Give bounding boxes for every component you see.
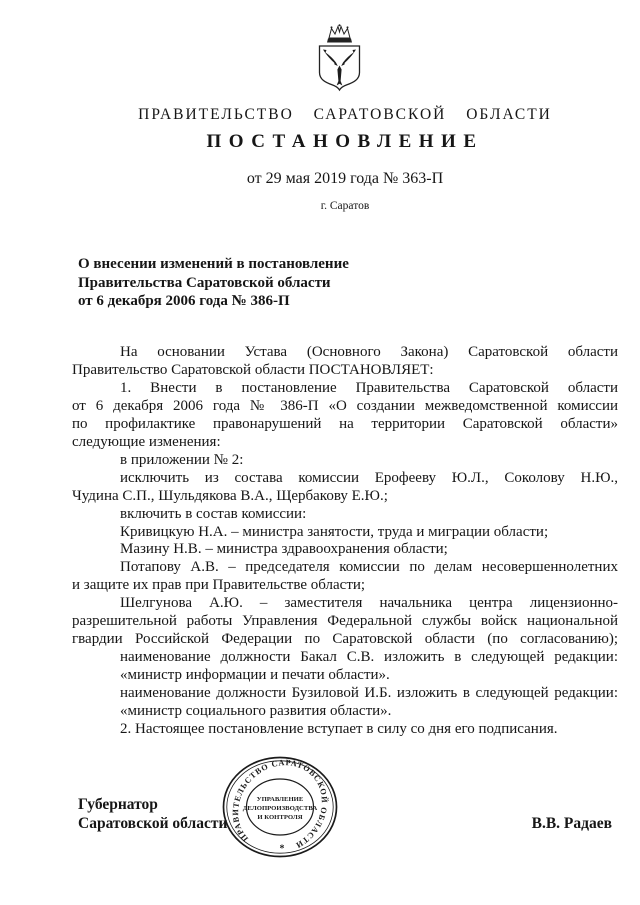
official-stamp bbox=[221, 755, 339, 859]
body-line: Мазину Н.В. – министра здравоохранения области; bbox=[120, 541, 448, 558]
body-line: Правительство Саратовской области ПОСТАНОВЛЯЕТ: bbox=[72, 361, 434, 378]
svg-text:И КОНТРОЛЯ: И КОНТРОЛЯ bbox=[257, 814, 303, 821]
body-line: 2. Настоящее постановление вступает в силу со дня его подписания. bbox=[120, 721, 558, 738]
body-line: Шелгунова А.Ю. – заместителя начальника центра лицензионно- bbox=[120, 595, 618, 612]
body-line: На основании Устава (Основного Закона) Саратовской области bbox=[120, 344, 618, 360]
body-line: разрешительной работы Управления Федеральной службы войск национальной bbox=[72, 613, 618, 630]
body-line: в приложении № 2: bbox=[120, 451, 244, 468]
doc-city: г. Саратов bbox=[320, 200, 370, 212]
body-line: «министр информации и печати области». bbox=[120, 667, 390, 684]
body-line: «министр социального развития области». bbox=[120, 703, 392, 720]
svg-text:ДЕЛОПРОИЗВОДСТВА: ДЕЛОПРОИЗВОДСТВА bbox=[242, 805, 318, 812]
body-line: наименование должности Бакал С.В. изложить в следующей редакции: bbox=[120, 649, 618, 666]
body-line: исключить из состава комиссии Ерофееву Ю.Л., Соколову Н.Ю., bbox=[120, 469, 618, 486]
body-line: включить в состав комиссии: bbox=[120, 505, 307, 522]
signature-position-line: Саратовской области bbox=[78, 814, 228, 832]
body-line: следующие изменения: bbox=[72, 433, 221, 450]
coat-of-arms-icon bbox=[316, 23, 363, 92]
stamp-ring-text: ПРАВИТЕЛЬСТВО САРАТОВСКОЙ ОБЛАСТИ bbox=[231, 758, 329, 850]
svg-text:УПРАВЛЕНИЕ: УПРАВЛЕНИЕ bbox=[256, 796, 304, 803]
body-line: гвардии Российской Федерации по Саратовской области (по согласованию); bbox=[72, 631, 618, 648]
body-line: Чудина С.П., Шульдякова В.А., Щербакову Е.Ю.; bbox=[72, 487, 388, 504]
org-name: ПРАВИТЕЛЬСТВО САРАТОВСКОЙ ОБЛАСТИ bbox=[138, 106, 552, 123]
body-line: и защите их прав при Правительстве области; bbox=[72, 577, 366, 594]
body-line: по профилактике правонарушений на территории Саратовской области» bbox=[72, 415, 618, 432]
body-line: от 6 декабря 2006 года № 386-П «О создании межведомственной комиссии bbox=[72, 397, 618, 414]
doc-date-number: от 29 мая 2019 года № 363-П bbox=[246, 170, 444, 187]
doc-title-line: от 6 декабря 2006 года № 386-П bbox=[78, 293, 290, 309]
body-line: наименование должности Бузиловой И.Б. изложить в следующей редакции: bbox=[120, 685, 618, 702]
signature-position bbox=[78, 796, 227, 833]
doc-title-line: Правительства Саратовской области bbox=[78, 274, 331, 291]
body-line: 1. Внести в постановление Правительства Саратовской области bbox=[120, 379, 618, 396]
doc-body bbox=[72, 344, 618, 739]
signature-name: В.В. Радаев bbox=[531, 815, 612, 832]
signature-position-line: Губернатор bbox=[78, 796, 158, 813]
stamp-center-text bbox=[243, 796, 318, 821]
doc-type: ПОСТАНОВЛЕНИЕ bbox=[206, 131, 484, 152]
doc-title bbox=[78, 255, 508, 311]
body-line: Кривицкую Н.А. – министра занятости, труда и миграции области; bbox=[120, 523, 549, 540]
stamp-star: * bbox=[279, 843, 285, 855]
body-line: Потапову А.В. – председателя комиссии по делам несовершеннолетних bbox=[120, 559, 618, 576]
doc-title-line: О внесении изменений в постановление bbox=[78, 256, 349, 272]
